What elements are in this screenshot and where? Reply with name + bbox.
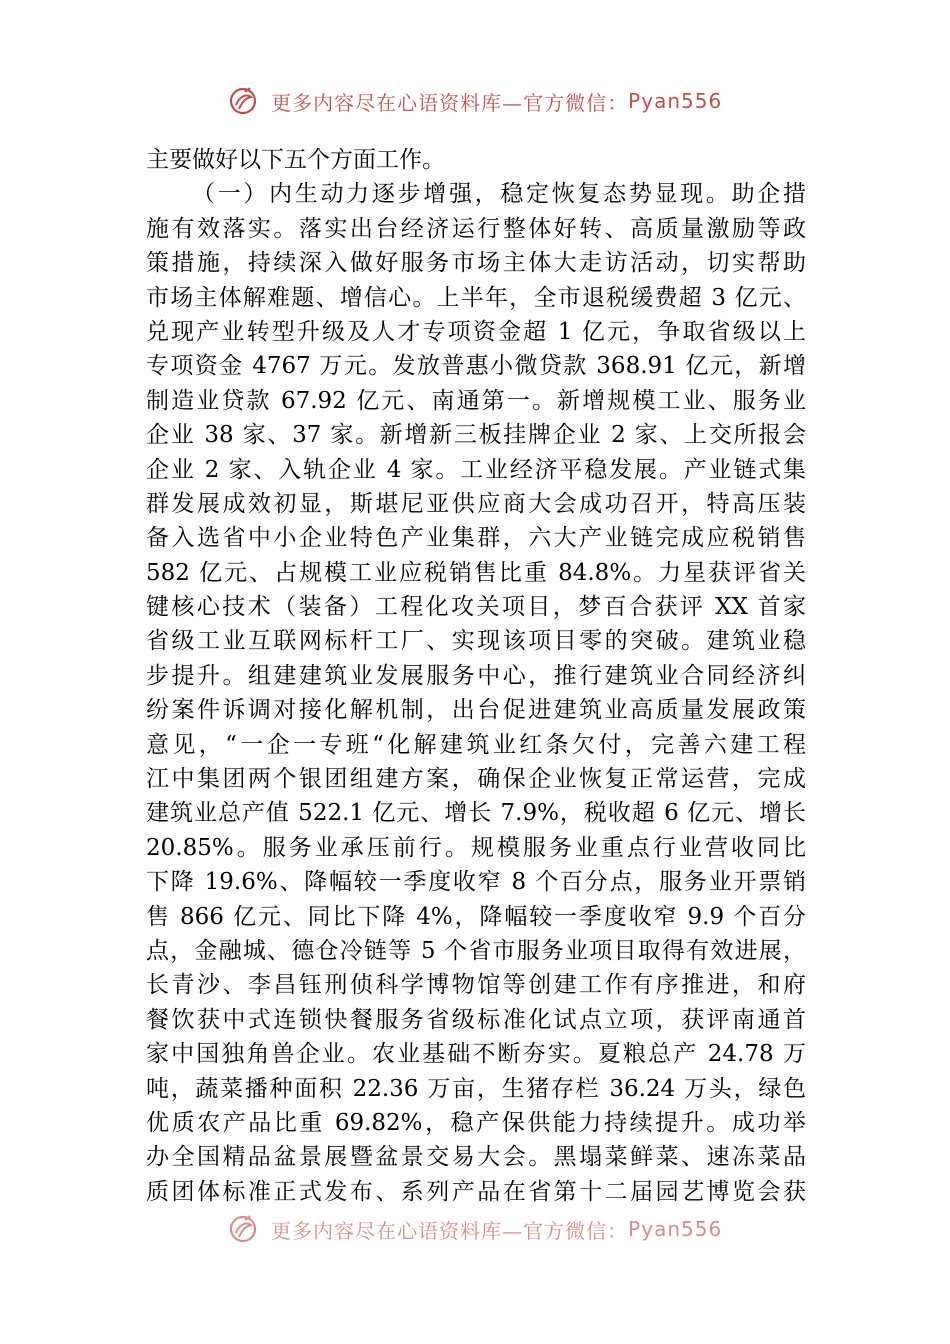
- text-line: 售 866 亿元、同比下降 4%，降幅较一季度收窄 9.9 个百分: [146, 903, 806, 930]
- text-line: 施有效落实。落实出台经济运行整体好转、高质量激励等政: [146, 215, 806, 242]
- text-line: 省级工业互联网标杆工厂、实现该项目零的突破。建筑业稳: [146, 628, 806, 655]
- watermark-text: 更多内容尽在心语资料库—官方微信：: [271, 1218, 629, 1243]
- text-line: 纷案件诉调对接化解机制，出台促进建筑业高质量发展政策: [146, 697, 806, 724]
- header-watermark: [0, 86, 950, 116]
- text-line: 江中集团两个银团组建方案，确保企业恢复正常运营，完成: [146, 766, 806, 793]
- text-line: 582 亿元、占规模工业应税销售比重 84.8%。力星获评省关: [146, 559, 806, 586]
- text-line: 长青沙、李昌钰刑侦科学博物馆等创建工作有序推进，和府: [146, 972, 806, 999]
- document-body: [146, 143, 806, 1209]
- text-line: 企业 2 家、入轨企业 4 家。工业经济平稳发展。产业链式集: [146, 456, 806, 483]
- text-line: 吨，蔬菜播种面积 22.36 万亩，生猪存栏 36.24 万头，绿色: [146, 1075, 806, 1102]
- red-seal-logo-icon: [228, 1214, 258, 1244]
- text-line: 餐饮获中式连锁快餐服务省级标准化试点立项，获评南通首: [146, 1006, 806, 1033]
- watermark-wechat-id: Pyan556: [628, 1217, 723, 1241]
- text-line: 键核心技术（装备）工程化攻关项目，梦百合获评 XX 首家: [146, 594, 806, 621]
- text-line: 策措施，持续深入做好服务市场主体大走访活动，切实帮助: [146, 250, 806, 277]
- red-seal-logo-icon: [228, 86, 258, 116]
- text-line: 家中国独角兽企业。农业基础不断夯实。夏粮总产 24.78 万: [146, 1041, 806, 1068]
- text-line: 办全国精品盆景展暨盆景交易大会。黑塌菜鲜菜、速冻菜品: [146, 1144, 806, 1171]
- text-line: 步提升。组建建筑业发展服务中心，推行建筑业合同经济纠: [146, 662, 806, 689]
- text-line: （一）内生动力逐步增强，稳定恢复态势显现。助企措: [192, 181, 806, 208]
- text-line: 备入选省中小企业特色产业集群，六大产业链完成应税销售: [146, 525, 806, 552]
- watermark-wechat-id: Pyan556: [628, 89, 723, 113]
- text-line: 20.85%。服务业承压前行。规模服务业重点行业营收同比: [146, 834, 806, 861]
- text-line: 优质农产品比重 69.82%，稳产保供能力持续提升。成功举: [146, 1109, 806, 1136]
- text-line: 建筑业总产值 522.1 亿元、增长 7.9%，税收超 6 亿元、增长: [146, 800, 806, 827]
- text-line: 企业 38 家、37 家。新增新三板挂牌企业 2 家、上交所报会: [146, 422, 806, 449]
- footer-watermark: [0, 1214, 950, 1244]
- text-line: 下降 19.6%、降幅较一季度收窄 8 个百分点，服务业开票销: [146, 869, 806, 896]
- text-line: 意见，“一企一专班“化解建筑业红条欠付，完善六建工程: [146, 731, 806, 758]
- text-line: 点，金融城、德仓冷链等 5 个省市服务业项目取得有效进展，: [146, 937, 806, 964]
- text-line: 主要做好以下五个方面工作。: [146, 147, 445, 173]
- text-line: 制造业贷款 67.92 亿元、南通第一。新增规模工业、服务业: [146, 387, 806, 414]
- watermark-text: 更多内容尽在心语资料库—官方微信：: [271, 90, 629, 115]
- text-line: 市场主体解难题、增信心。上半年，全市退税缓费超 3 亿元、: [146, 284, 806, 311]
- text-line: 兑现产业转型升级及人才专项资金超 1 亿元，争取省级以上: [146, 318, 806, 345]
- text-line: 质团体标准正式发布、系列产品在省第十二届园艺博览会获: [146, 1178, 806, 1205]
- text-line: 专项资金 4767 万元。发放普惠小微贷款 368.91 亿元，新增: [146, 353, 806, 380]
- text-line: 群发展成效初显，斯堪尼亚供应商大会成功召开，特高压装: [146, 490, 806, 517]
